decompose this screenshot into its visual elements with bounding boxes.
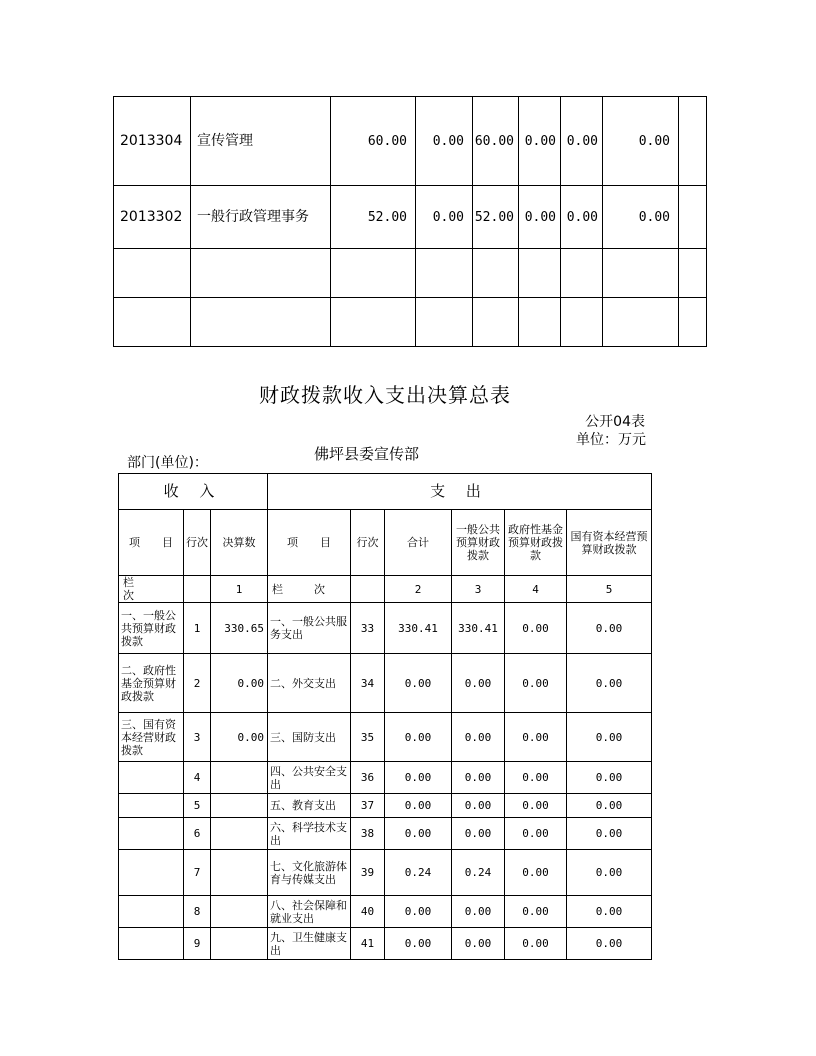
amount-cell: 0.00 (561, 186, 603, 249)
amount-cell: 0.00 (416, 186, 473, 249)
total-header: 合计 (385, 510, 452, 576)
table-row (119, 850, 652, 896)
gov-fund-amount: 0.00 (505, 713, 567, 762)
gov-fund-amount: 0.00 (505, 818, 567, 850)
row-number: 34 (351, 654, 385, 713)
income-item (119, 928, 184, 960)
general-budget-amount: 0.00 (452, 762, 505, 794)
report-title: 财政拨款收入支出决算总表 (259, 383, 511, 407)
column-number: 5 (567, 576, 652, 603)
expense-item: 三、国防支出 (268, 713, 351, 762)
general-budget-amount: 0.00 (452, 794, 505, 818)
state-capital-amount: 0.00 (567, 654, 652, 713)
empty-cell (416, 298, 473, 347)
row-number: 5 (184, 794, 211, 818)
table-row (119, 762, 652, 794)
general-budget-amount: 330.41 (452, 603, 505, 654)
income-header: 收 入 (119, 474, 268, 510)
row-number: 9 (184, 928, 211, 960)
empty-cell (561, 249, 603, 298)
row-no-header: 行次 (184, 510, 211, 576)
amount-cell: 0.00 (561, 97, 603, 186)
total-amount: 0.24 (385, 850, 452, 896)
state-capital-amount: 0.00 (567, 818, 652, 850)
general-budget-amount: 0.00 (452, 896, 505, 928)
column-label: 栏 次 (119, 576, 184, 603)
subject-name: 一般行政管理事务 (191, 186, 331, 249)
empty-cell (191, 249, 331, 298)
income-item: 三、国有资本经营财政拨款 (119, 713, 184, 762)
gov-fund-amount: 0.00 (505, 654, 567, 713)
income-amount: 330.65 (211, 603, 268, 654)
general-budget-amount: 0.24 (452, 850, 505, 896)
table-row (114, 186, 707, 249)
row-number: 3 (184, 713, 211, 762)
income-item (119, 818, 184, 850)
amount-cell: 52.00 (331, 186, 416, 249)
income-item: 一、一般公共预算财政拨款 (119, 603, 184, 654)
gov-fund-amount: 0.00 (505, 603, 567, 654)
row-number: 36 (351, 762, 385, 794)
empty-cell (351, 576, 385, 603)
total-amount: 0.00 (385, 762, 452, 794)
income-amount (211, 818, 268, 850)
state-capital-amount: 0.00 (567, 762, 652, 794)
empty-cell (519, 249, 561, 298)
department-name: 佛坪县委宣传部 (314, 445, 420, 463)
income-item (119, 794, 184, 818)
empty-cell (114, 298, 191, 347)
general-budget-amount: 0.00 (452, 818, 505, 850)
general-budget-amount: 0.00 (452, 713, 505, 762)
table-row (119, 794, 652, 818)
row-number: 41 (351, 928, 385, 960)
empty-cell (416, 249, 473, 298)
row-number: 37 (351, 794, 385, 818)
gov-fund-amount: 0.00 (505, 928, 567, 960)
subject-name: 宣传管理 (191, 97, 331, 186)
department-label: 部门(单位)： (127, 455, 208, 471)
income-item: 二、政府性基金预算财政拨款 (119, 654, 184, 713)
income-amount (211, 762, 268, 794)
table-row (119, 818, 652, 850)
general-budget-amount: 0.00 (452, 928, 505, 960)
total-amount: 330.41 (385, 603, 452, 654)
empty-cell (679, 186, 707, 249)
state-capital-amount: 0.00 (567, 896, 652, 928)
income-item (119, 762, 184, 794)
gov-fund-header: 政府性基金预算财政拨款 (505, 510, 567, 576)
income-amount (211, 794, 268, 818)
total-amount: 0.00 (385, 896, 452, 928)
column-number: 4 (505, 576, 567, 603)
income-amount (211, 928, 268, 960)
empty-cell (561, 298, 603, 347)
amount-cell: 60.00 (331, 97, 416, 186)
form-number: 公开04表 (585, 414, 645, 430)
table-row (119, 928, 652, 960)
state-capital-amount: 0.00 (567, 713, 652, 762)
total-amount: 0.00 (385, 654, 452, 713)
expense-header: 支 出 (268, 474, 652, 510)
income-amount (211, 896, 268, 928)
row-number: 2 (184, 654, 211, 713)
state-capital-amount: 0.00 (567, 794, 652, 818)
table-row (119, 603, 652, 654)
column-label: 栏 次 (268, 576, 351, 603)
column-number: 2 (385, 576, 452, 603)
subject-code: 2013302 (114, 186, 191, 249)
state-capital-amount: 0.00 (567, 928, 652, 960)
empty-cell (679, 249, 707, 298)
income-amount: 0.00 (211, 654, 268, 713)
empty-cell (191, 298, 331, 347)
amount-cell: 60.00 (473, 97, 519, 186)
empty-cell (603, 298, 679, 347)
income-item (119, 850, 184, 896)
state-capital-amount: 0.00 (567, 850, 652, 896)
empty-cell (331, 249, 416, 298)
row-number: 8 (184, 896, 211, 928)
empty-cell (473, 298, 519, 347)
table-row (119, 896, 652, 928)
column-number: 1 (211, 576, 268, 603)
total-amount: 0.00 (385, 818, 452, 850)
state-capital-header: 国有资本经营预算财政拨款 (567, 510, 652, 576)
expense-item: 一、一般公共服务支出 (268, 603, 351, 654)
fiscal-appropriation-summary-table (118, 473, 652, 960)
state-capital-amount: 0.00 (567, 603, 652, 654)
empty-cell (603, 249, 679, 298)
row-number: 4 (184, 762, 211, 794)
unit-label: 单位：万元 (576, 432, 646, 448)
gov-fund-amount: 0.00 (505, 762, 567, 794)
table-row (114, 298, 707, 347)
total-amount: 0.00 (385, 794, 452, 818)
column-number-row (119, 576, 652, 603)
row-number: 38 (351, 818, 385, 850)
general-budget-amount: 0.00 (452, 654, 505, 713)
row-number: 40 (351, 896, 385, 928)
amount-cell: 0.00 (603, 186, 679, 249)
expense-item: 八、社会保障和就业支出 (268, 896, 351, 928)
expense-item: 五、教育支出 (268, 794, 351, 818)
amount-cell: 0.00 (416, 97, 473, 186)
general-budget-header: 一般公共预算财政拨款 (452, 510, 505, 576)
table-row (119, 713, 652, 762)
gov-fund-amount: 0.00 (505, 794, 567, 818)
expense-item: 七、文化旅游体育与传媒支出 (268, 850, 351, 896)
expense-item: 九、卫生健康支出 (268, 928, 351, 960)
item-header: 项 目 (268, 510, 351, 576)
header-row (119, 474, 652, 510)
table-row (114, 97, 707, 186)
amount-cell: 0.00 (519, 186, 561, 249)
row-number: 6 (184, 818, 211, 850)
row-number: 39 (351, 850, 385, 896)
expenditure-detail-table (113, 96, 707, 347)
header-row (119, 510, 652, 576)
empty-cell (184, 576, 211, 603)
settled-header: 决算数 (211, 510, 268, 576)
income-amount (211, 850, 268, 896)
expense-item: 四、公共安全支出 (268, 762, 351, 794)
row-number: 7 (184, 850, 211, 896)
empty-cell (331, 298, 416, 347)
item-header: 项 目 (119, 510, 184, 576)
expense-item: 六、科学技术支出 (268, 818, 351, 850)
subject-code: 2013304 (114, 97, 191, 186)
empty-cell (114, 249, 191, 298)
row-no-header: 行次 (351, 510, 385, 576)
empty-cell (519, 298, 561, 347)
income-item (119, 896, 184, 928)
gov-fund-amount: 0.00 (505, 850, 567, 896)
expense-item: 二、外交支出 (268, 654, 351, 713)
row-number: 35 (351, 713, 385, 762)
empty-cell (473, 249, 519, 298)
row-number: 1 (184, 603, 211, 654)
amount-cell: 0.00 (519, 97, 561, 186)
empty-cell (679, 298, 707, 347)
amount-cell: 0.00 (603, 97, 679, 186)
empty-cell (679, 97, 707, 186)
column-number: 3 (452, 576, 505, 603)
amount-cell: 52.00 (473, 186, 519, 249)
row-number: 33 (351, 603, 385, 654)
table-row (119, 654, 652, 713)
gov-fund-amount: 0.00 (505, 896, 567, 928)
total-amount: 0.00 (385, 928, 452, 960)
total-amount: 0.00 (385, 713, 452, 762)
table-row (114, 249, 707, 298)
income-amount: 0.00 (211, 713, 268, 762)
